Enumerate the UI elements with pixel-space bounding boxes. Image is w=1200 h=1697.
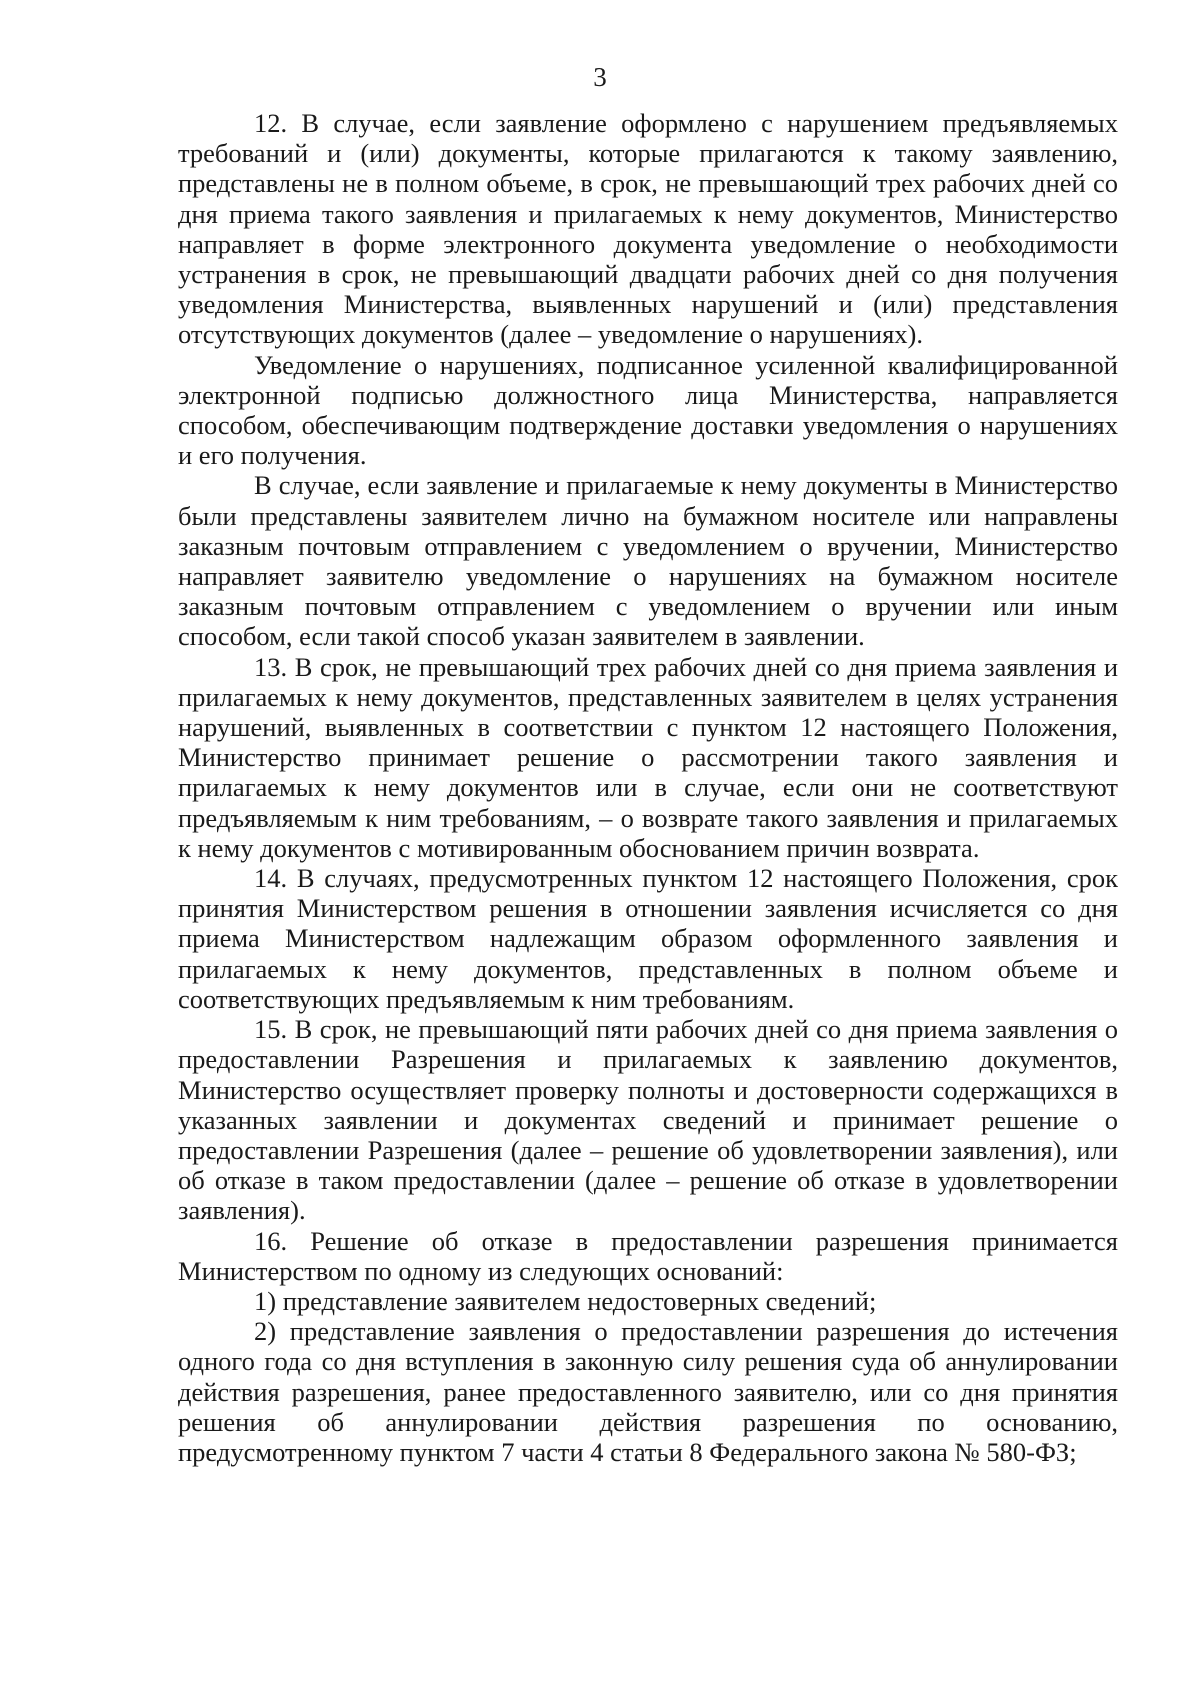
paragraph-15: 15. В срок, не превышающий пяти рабочих дней со дня приема заявления о предоставлении Разрешения и прилагаемых к заявлению документов, Министерство осуществляет проверку полноты и достоверности содержащихся в указанных заявлении и документах сведений и принимает решение о предоставлении Разрешения (далее – решение об удовлетворении заявления), или об отказе в таком предоставлении (далее – решение об отказе в удовлетворении заявления). (178, 1014, 1118, 1226)
list-item-2: 2) представление заявления о предоставлении разрешения до истечения одного года со дня вступления в законную силу решения суда об аннулировании действия разрешения, ранее предоставленного заявителю, или со дня принятия решения об аннулировании действия разрешения по основанию, предусмотренному пунктом 7 части 4 статьи 8 Федерального закона № 580-ФЗ; (178, 1316, 1118, 1467)
paragraph-16: 16. Решение об отказе в предоставлении разрешения принимается Министерством по одному из следующих оснований: (178, 1225, 1118, 1286)
page-number: 3 (593, 62, 607, 92)
paragraph-paper-submission: В случае, если заявление и прилагаемые к нему документы в Министерство были представлены заявителем лично на бумажном носителе или направлены заказным почтовым отправлением с уведомлением о вручении, Министерство направляет заявителю уведомление о нарушениях на бумажном носителе заказным почтовым отправлением с уведомлением о вручении или иным способом, если такой способ указан заявителем в заявлении. (178, 470, 1118, 652)
paragraph-12: 12. В случае, если заявление оформлено с нарушением предъявляемых требований и (или) документы, которые прилагаются к такому заявлению, представлены не в полном объеме, в срок, не превышающий трех рабочих дней со дня приема такого заявления и прилагаемых к нему документов, Министерство направляет в форме электронного документа уведомление о необходимости устранения в срок, не превышающий двадцати рабочих дней со дня получения уведомления Министерства, выявленных нарушений и (или) представления отсутствующих документов (далее – уведомление о нарушениях). (178, 108, 1118, 350)
paragraph-14: 14. В случаях, предусмотренных пунктом 12 настоящего Положения, срок принятия Министерством решения в отношении заявления исчисляется со дня приема Министерством надлежащим образом оформленного заявления и прилагаемых к нему документов, представленных в полном объеме и соответствующих предъявляемым к ним требованиям. (178, 863, 1118, 1014)
paragraph-13: 13. В срок, не превышающий трех рабочих дней со дня приема заявления и прилагаемых к нему документов, представленных заявителем в целях устранения нарушений, выявленных в соответствии с пунктом 12 настоящего Положения, Министерство принимает решение о рассмотрении такого заявления и прилагаемых к нему документов или в случае, если они не соответствуют предъявляемым к ним требованиям, – о возврате такого заявления и прилагаемых к нему документов с мотивированным обоснованием причин возврата. (178, 651, 1118, 863)
document-body (178, 108, 1118, 1467)
list-item-1: 1) представление заявителем недостоверных сведений; (254, 1285, 877, 1316)
paragraph-notification: Уведомление о нарушениях, подписанное усиленной квалифицированной электронной подписью должностного лица Министерства, направляется способом, обеспечивающим подтверждение доставки уведомления о нарушениях и его получения. (178, 349, 1118, 471)
